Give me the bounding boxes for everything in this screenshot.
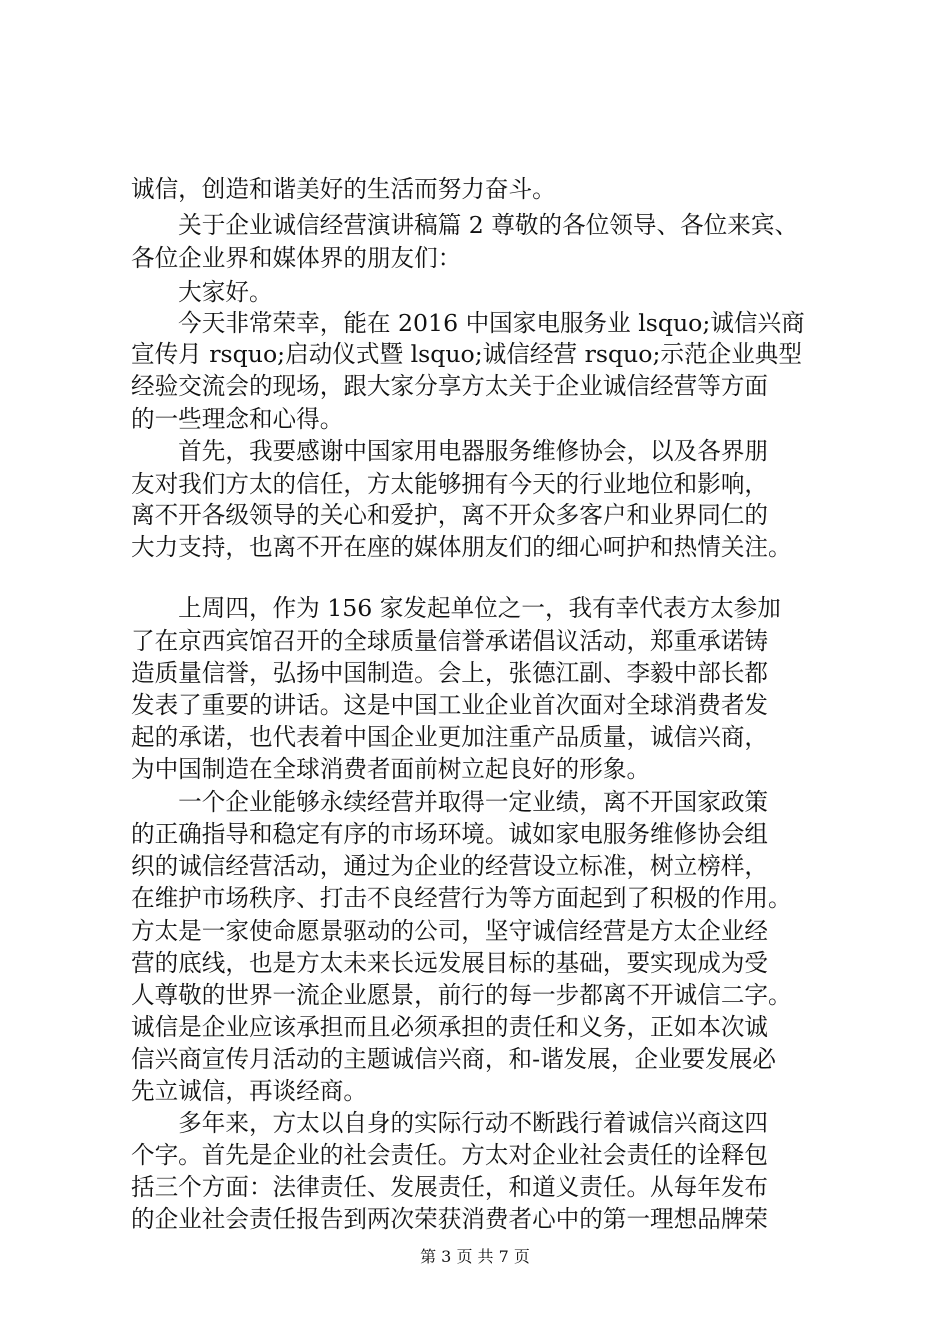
text-line: 一个企业能够永续经营并取得一定业绩，离不开国家政策	[131, 788, 769, 816]
text-line: 首先，我要感谢中国家用电器服务维修协会，以及各界朋	[131, 437, 769, 465]
text-line: 造质量信誉，弘扬中国制造。会上，张德江副、李毅中部长都	[131, 659, 769, 687]
text-line: 上周四，作为 156 家发起单位之一，我有幸代表方太参加	[131, 594, 781, 622]
text-line: 友对我们方太的信任，方太能够拥有今天的行业地位和影响，	[131, 470, 769, 498]
text-line: 离不开各级领导的关心和爱护，离不开众多客户和业界同仁的	[131, 501, 769, 529]
text-line: 了在京西宾馆召开的全球质量信誉承诺倡议活动，郑重承诺铸	[131, 627, 769, 655]
text-line: 多年来，方太以自身的实际行动不断践行着诚信兴商这四	[131, 1109, 769, 1137]
text-line: 的一些理念和心得。	[131, 405, 344, 433]
text-line: 先立诚信，再谈经商。	[131, 1077, 367, 1105]
text-line: 营的底线，也是方太未来长远发展目标的基础，要实现成为受	[131, 949, 769, 977]
text-line: 诚信是企业应该承担而且必须承担的责任和义务，正如本次诚	[131, 1013, 769, 1041]
text-line: 经验交流会的现场，跟大家分享方太关于企业诚信经营等方面	[131, 372, 769, 400]
text-line: 方太是一家使命愿景驱动的公司，坚守诚信经营是方太企业经	[131, 917, 769, 945]
text-line: 织的诚信经营活动，通过为企业的经营设立标准，树立榜样，	[131, 852, 769, 880]
text-line: 大力支持，也离不开在座的媒体朋友们的细心呵护和热情关注。	[131, 533, 792, 561]
text-line: 括三个方面：法律责任、发展责任，和道义责任。从每年发布	[131, 1173, 769, 1201]
text-line: 起的承诺，也代表着中国企业更加注重产品质量，诚信兴商，	[131, 723, 769, 751]
text-line: 关于企业诚信经营演讲稿篇 2 尊敬的各位领导、各位来宾、	[131, 211, 799, 239]
text-line: 宣传月 rsquo;启动仪式暨 lsquo;诚信经营 rsquo;示范企业典型	[131, 340, 802, 368]
text-line: 的企业社会责任报告到两次荣获消费者心中的第一理想品牌荣	[131, 1205, 769, 1233]
text-line: 的正确指导和稳定有序的市场环境。诚如家电服务维修协会组	[131, 820, 769, 848]
text-line: 信兴商宣传月活动的主题诚信兴商，和-谐发展，企业要发展必	[131, 1045, 777, 1073]
text-line: 诚信，创造和谐美好的生活而努力奋斗。	[131, 175, 556, 203]
text-line: 在维护市场秩序、打击不良经营行为等方面起到了积极的作用。	[131, 884, 792, 912]
page-number-footer: 第 3 页 共 7 页	[420, 1247, 530, 1266]
text-line: 今天非常荣幸，能在 2016 中国家电服务业 lsquo;诚信兴商	[131, 309, 805, 337]
text-line: 为中国制造在全球消费者面前树立起良好的形象。	[131, 755, 651, 783]
text-line: 发表了重要的讲话。这是中国工业企业首次面对全球消费者发	[131, 691, 769, 719]
text-line: 各位企业界和媒体界的朋友们：	[131, 244, 462, 272]
text-line: 大家好。	[131, 278, 273, 306]
text-line: 人尊敬的世界一流企业愿景，前行的每一步都离不开诚信二字。	[131, 981, 792, 1009]
text-line: 个字。首先是企业的社会责任。方太对企业社会责任的诠释包	[131, 1141, 769, 1169]
